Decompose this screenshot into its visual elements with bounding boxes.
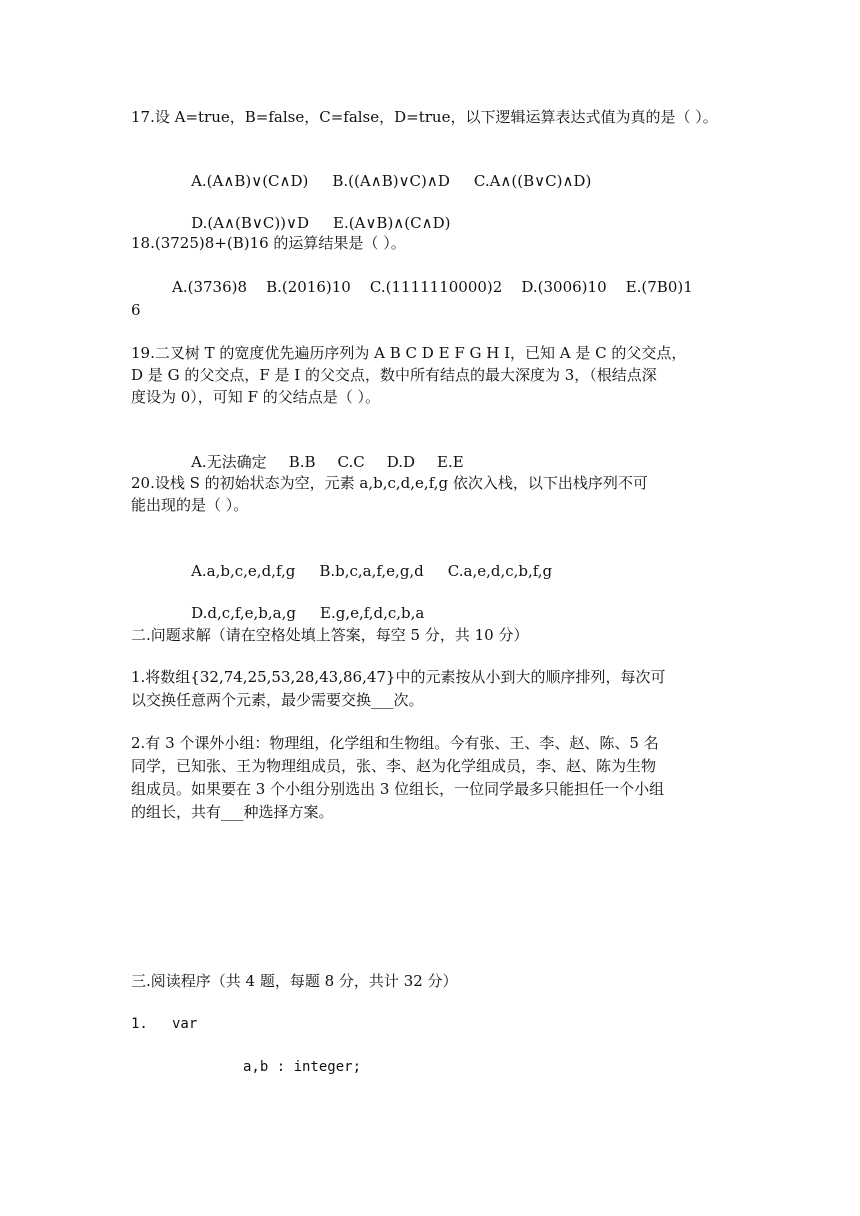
q20-option-a: A.a,b,c,e,d,f,g	[191, 562, 296, 580]
section2-p2-line2: 同学，已知张、王为物理组成员，张、李、赵为化学组成员，李、赵、陈为生物	[131, 757, 657, 775]
q18-options-line2: 6	[131, 301, 141, 319]
q18-stem: 18.(3725)8+(B)16 的运算结果是（ ）。	[131, 234, 406, 252]
q19-stem-line1: 19.二叉树 T 的宽度优先遍历序列为 A B C D E F G H I，已知 A 是 C 的父交点，	[131, 344, 687, 362]
section2-title: 二.问题求解（请在空格处填上答案，每空 5 分，共 10 分）	[131, 626, 529, 644]
q17-option-d: D.(A∧(B∨C))∨D	[191, 214, 310, 232]
section2-p1-line1: 1.将数组{32,74,25,53,28,43,86,47}中的元素按从小到大的顺序排列，每次可	[131, 668, 666, 686]
q20-option-c: C.a,e,d,c,b,f,g	[447, 562, 553, 580]
section2-p2-line3: 组成员。如果要在 3 个小组分别选出 3 位组长，一位同学最多只能担任一个小组	[131, 780, 665, 798]
q17-option-a: A.(A∧B)∨(C∧D)	[191, 172, 309, 190]
q19-option-a: A.无法确定	[191, 453, 267, 471]
q17-option-b: B.((A∧B)∨C)∧D	[332, 172, 450, 190]
q17-stem: 17.设 A=true，B=false，C=false，D=true，以下逻辑运算表达式值为真的是（ ）。	[131, 108, 718, 126]
q19-option-d: D.D	[386, 453, 415, 471]
q18-options-line1: A.(3736)8 B.(2016)10 C.(1111110000)2 D.(3006)10 E.(7B0)1	[172, 278, 693, 296]
q17-option-c: C.A∧((B∨C)∧D)	[473, 172, 592, 190]
section2-p1-line2: 以交换任意两个元素，最少需要交换___次。	[131, 691, 424, 709]
code-line-declaration: a,b : integer;	[243, 1059, 362, 1075]
code-item-number: 1.	[131, 1016, 148, 1032]
section2-p2-line4: 的组长，共有___种选择方案。	[131, 803, 334, 821]
q20-stem-line1: 20.设栈 S 的初始状态为空，元素 a,b,c,d,e,f,g 依次入栈，以下出栈序列不可	[131, 474, 648, 492]
q19-option-e: E.E	[437, 453, 464, 471]
section3-title: 三.阅读程序（共 4 题，每题 8 分，共计 32 分）	[131, 972, 458, 990]
q19-stem-line3: 度设为 0），可知 F 的父结点是（ ）。	[131, 388, 381, 406]
q17-option-e: E.(A∨B)∧(C∧D)	[333, 214, 451, 232]
code-line-var: var	[172, 1016, 198, 1032]
q19-stem-line2: D 是 G 的父交点，F 是 I 的父交点，数中所有结点的最大深度为 3，（根结点深	[131, 366, 657, 384]
q20-option-d: D.d,c,f,e,b,a,g	[191, 604, 296, 622]
q20-stem-line2: 能出现的是（ ）。	[131, 496, 249, 514]
section2-p2-line1: 2.有 3 个课外小组：物理组，化学组和生物组。今有张、王、李、赵、陈、5 名	[131, 734, 659, 752]
q20-option-e: E.g,e,f,d,c,b,a	[320, 604, 425, 622]
q19-option-c: C.C	[337, 453, 365, 471]
q19-option-b: B.B	[288, 453, 316, 471]
q20-option-b: B.b,c,a,f,e,g,d	[319, 562, 424, 580]
